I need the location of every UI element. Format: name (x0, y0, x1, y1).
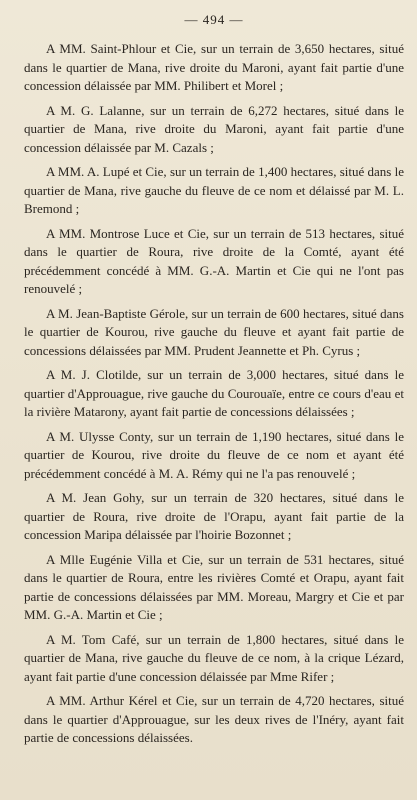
concession-entry (24, 428, 404, 484)
concession-entry (24, 489, 404, 545)
concession-entry (24, 366, 404, 422)
entry-text: A MM. Montrose Luce et Cie, sur un terrain de 513 hectares, situé dans le quartier de Roura, rive droite de la Comté, ayant été précédemment concédé à MM. G.-A. Martin et Cie qui ne l'ont pas renouvelé ; (24, 225, 404, 296)
concession-entry (24, 551, 404, 625)
entry-text: A M. Tom Café, sur un terrain de 1,800 hectares, situé dans le quartier de Mana, rive gauche du fleuve de ce nom, à la crique Lézard, ayant fait partie d'une concession délaissée par Mme Rifer ; (24, 631, 404, 684)
page-number: — 494 — (184, 12, 244, 27)
concession-entry (24, 305, 404, 361)
entry-text: A Mlle Eugénie Villa et Cie, sur un terrain de 531 hectares, situé dans le quartier de Roura, entre les rivières Comté et Orapu, ayant fait partie de concessions délaissées par MM. Moreau, Margry et Cie et par MM. G.-A. Martin et Cie ; (24, 551, 404, 622)
concession-entry (24, 225, 404, 299)
entry-text: A M. G. Lalanne, sur un terrain de 6,272 hectares, situé dans le quartier de Mana, rive droite du Maroni, ayant fait partie d'une concession délaissée par M. Cazals ; (24, 102, 404, 155)
entry-text: A M. J. Clotilde, sur un terrain de 3,000 hectares, situé dans le quartier d'Approuague, rive gauche du Courouaïe, entre ce cours d'eau et la rivière Matarony, ayant fait partie de concessions délaissées ; (24, 367, 404, 419)
concession-entry (24, 631, 404, 687)
concession-entry (24, 692, 404, 748)
concession-entry (24, 102, 404, 158)
entry-text: A MM. Arthur Kérel et Cie, sur un terrain de 4,720 hectares, situé dans le quartier d'Approuague, sur les deux rives de l'Inéry, ayant fait partie de concessions délaissées. (24, 693, 404, 745)
entry-text: A MM. A. Lupé et Cie, sur un terrain de 1,400 hectares, situé dans le quartier de Mana, rive gauche du fleuve de ce nom et délaissé par M. L. Bremond ; (24, 164, 404, 216)
entry-text: A M. Jean-Baptiste Gérole, sur un terrain de 600 hectares, situé dans le quartier de Kourou, rive gauche du fleuve et ayant fait partie de concessions délaissées par MM. Prudent Jeannette et Ph. Cyrus ; (24, 305, 404, 358)
concession-entry (24, 40, 404, 96)
entry-text: A M. Ulysse Conty, sur un terrain de 1,190 hectares, situé dans le quartier de Kourou, rive droite du fleuve de ce nom et ayant été précédemment concédé à M. A. Rémy qui ne l'a pas renouvelé ; (24, 428, 404, 481)
entry-text: A M. Jean Gohy, sur un terrain de 320 hectares, situé dans le quartier de Roura, rive droite de l'Orapu, ayant fait partie de la concession Maripa délaissée par l'hoirie Bozonnet ; (24, 490, 404, 542)
concession-entry (24, 163, 404, 219)
entry-text: A MM. Saint-Phlour et Cie, sur un terrain de 3,650 hectares, situé dans le quartier de Mana, rive droite du Maroni, ayant fait partie d'une concession délaissée par MM. Philibert et Morel ; (24, 41, 404, 93)
